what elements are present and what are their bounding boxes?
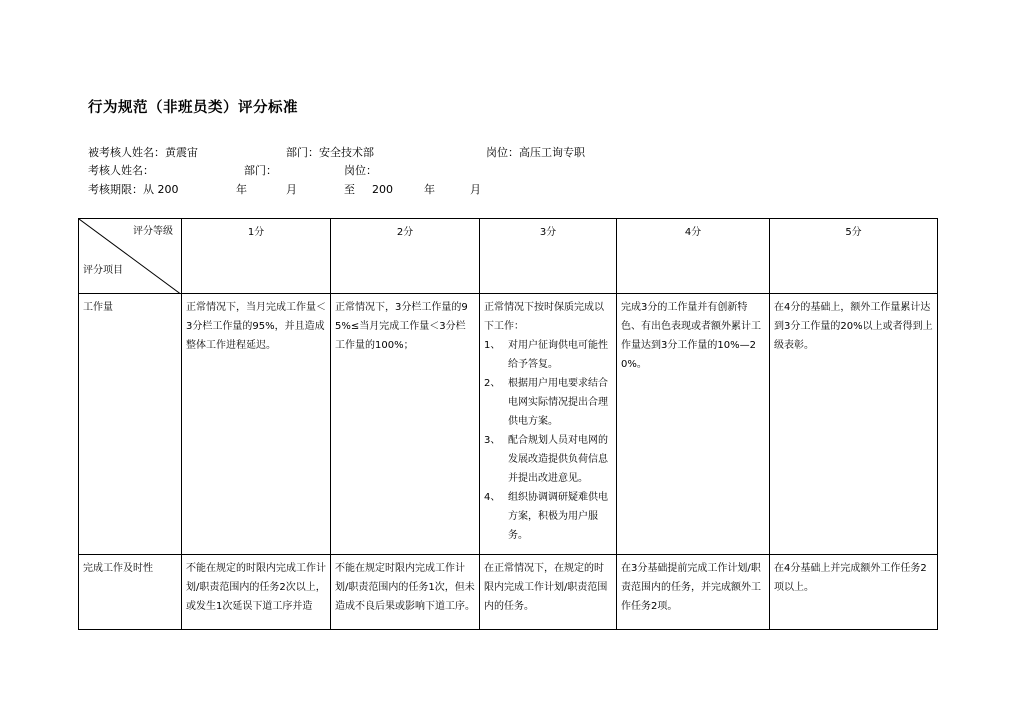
assessor-post: 岗位： [344, 164, 377, 177]
score-5-criteria: 在4分的基础上，额外工作量累计达到3分工作量的20%以上或者得到上级表彰。 [770, 294, 938, 555]
corner-bottom-label: 评分项目 [83, 265, 123, 276]
level-4-header: 4分 [617, 219, 770, 294]
step-number: 4、 [484, 492, 501, 503]
score-3-criteria [480, 294, 617, 555]
score-4-criteria: 完成3分的工作量并有创新特色、有出色表现或者额外累计工作量达到3分工作量的10%—20%。 [617, 294, 770, 555]
scoring-table [78, 218, 938, 630]
step-text: 配合规划人员对电网的发展改造提供负荷信息并提出改进意见。 [508, 435, 608, 484]
row-item-label: 完成工作及时性 [79, 555, 182, 630]
assessor-name: 考核人姓名： [88, 164, 154, 177]
list-item [484, 374, 612, 431]
corner-top-label: 评分等级 [133, 226, 173, 237]
period-year-2: 年 [424, 183, 435, 196]
step-number: 1、 [484, 340, 501, 351]
info-line-3 [88, 183, 508, 197]
step-number: 2、 [484, 378, 501, 389]
assessee-dept: 部门：安全技术部 [286, 146, 374, 159]
level-1-header: 1分 [182, 219, 331, 294]
level-3-header: 3分 [480, 219, 617, 294]
score-2-criteria: 不能在规定时限内完成工作计划/职责范围内的任务1次，但未造成不良后果或影响下道工序。 [331, 555, 480, 630]
period-to: 至 [344, 183, 355, 196]
step-text: 对用户征询供电可能性给予答复。 [508, 340, 608, 370]
assessor-dept: 部门： [244, 164, 277, 177]
info-line-2 [88, 164, 377, 178]
step-number: 3、 [484, 435, 501, 446]
level-2-header: 2分 [331, 219, 480, 294]
score-1-criteria: 不能在规定的时限内完成工作计划/职责范围内的任务2次以上，或发生1次延误下道工序并造 [182, 555, 331, 630]
corner-cell [79, 219, 182, 294]
period-month-2: 月 [470, 183, 481, 196]
step-text: 根据用户用电要求结合电网实际情况提出合理供电方案。 [508, 378, 608, 427]
step-text: 组织协调调研疑难供电方案，积极为用户服务。 [508, 492, 608, 541]
period-label: 考核期限：从 200 [88, 183, 179, 196]
table-row [79, 294, 938, 555]
score-5-criteria: 在4分基础上并完成额外工作任务2项以上。 [770, 555, 938, 630]
score-1-criteria: 正常情况下，当月完成工作量＜3分栏工作量的95%，并且造成整体工作进程延迟。 [182, 294, 331, 555]
score-3-criteria: 在正常情况下，在规定的时限内完成工作计划/职责范围内的任务。 [480, 555, 617, 630]
score-3-steps [484, 336, 612, 545]
list-item [484, 336, 612, 374]
header-row [79, 219, 938, 294]
row-item-label: 工作量 [79, 294, 182, 555]
page-title: 行为规范（非班员类）评分标准 [88, 99, 298, 116]
period-year-prefix-2: 200 [372, 183, 393, 196]
list-item [484, 431, 612, 488]
score-2-criteria: 正常情况下，3分栏工作量的95%≤当月完成工作量＜3分栏工作量的100%； [331, 294, 480, 555]
list-item [484, 488, 612, 545]
assessee-post: 岗位：高压工询专职 [486, 146, 585, 159]
score-4-criteria: 在3分基础提前完成工作计划/职责范围内的任务，并完成额外工作任务2项。 [617, 555, 770, 630]
period-year-1: 年 [236, 183, 247, 196]
info-line-1 [88, 146, 585, 160]
period-month-1: 月 [286, 183, 297, 196]
level-5-header: 5分 [770, 219, 938, 294]
score-3-intro: 正常情况下按时保质完成以下工作： [484, 302, 604, 332]
table-row [79, 555, 938, 630]
assessee-name: 被考核人姓名：黄震宙 [88, 146, 198, 159]
